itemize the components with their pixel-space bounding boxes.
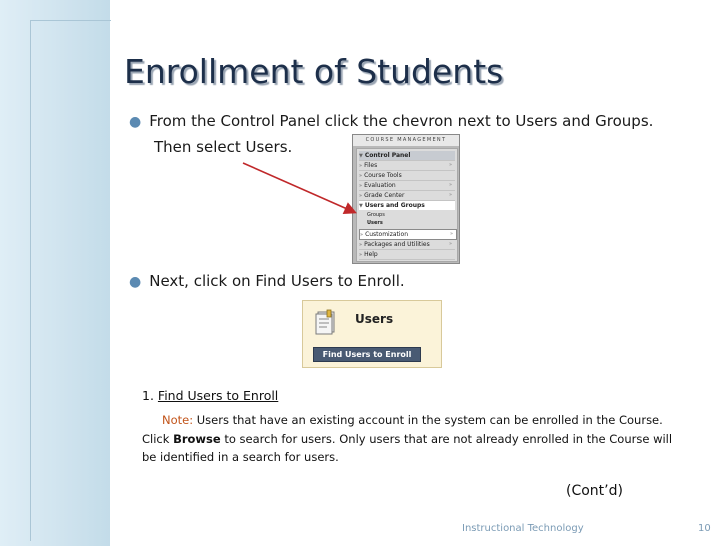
chevron-right-icon: » — [360, 232, 364, 238]
expand-chevron-icon[interactable]: » — [448, 162, 452, 168]
submenu-item-users[interactable]: Users — [367, 220, 383, 226]
bullet-2-text: Next, click on Find Users to Enroll. — [149, 272, 405, 290]
bullet-1-continuation: Then select Users. — [154, 138, 293, 156]
footer-org: Instructional Technology — [462, 523, 584, 534]
bullet-dot-icon: ● — [129, 114, 142, 130]
chevron-right-icon: » — [359, 163, 363, 169]
expand-chevron-icon[interactable]: » — [448, 182, 452, 188]
menu-item-help[interactable]: » Help — [359, 250, 455, 260]
chevron-down-icon: ▼ — [359, 203, 363, 209]
browse-instruction-cont: be identified in a search for users. — [142, 450, 339, 464]
slide-title: Enrollment of Students — [124, 52, 504, 91]
users-document-icon — [314, 309, 338, 335]
step-number: 1. — [142, 388, 154, 403]
chevron-right-icon: » — [359, 173, 363, 179]
menu-item-course-tools[interactable]: » Course Tools — [359, 171, 455, 181]
note-line — [162, 413, 663, 427]
browse-keyword: Browse — [173, 432, 221, 446]
menu-item-control-panel[interactable]: ▼ Control Panel — [359, 151, 455, 161]
continued-label: (Cont’d) — [566, 483, 623, 499]
bullet-dot-icon: ● — [129, 274, 142, 290]
chevron-right-icon: » — [359, 183, 363, 189]
expand-chevron-icon[interactable]: » — [448, 241, 452, 247]
course-management-header: COURSE MANAGEMENT — [353, 135, 459, 146]
find-users-to-enroll-button[interactable]: Find Users to Enroll — [313, 347, 421, 362]
menu-item-evaluation[interactable]: » Evaluation » — [359, 181, 455, 191]
menu-item-customization[interactable]: » Customization » — [359, 229, 457, 240]
note-label: Note: — [162, 413, 194, 427]
find-users-link[interactable]: Find Users to Enroll — [157, 388, 279, 403]
chevron-right-icon: » — [359, 242, 363, 248]
expand-chevron-icon[interactable]: » — [449, 231, 453, 237]
submenu-item-groups[interactable]: Groups — [367, 212, 385, 218]
bullet-2 — [129, 272, 405, 290]
users-title: Users — [355, 312, 394, 326]
chevron-right-icon: » — [359, 193, 363, 199]
expand-chevron-icon[interactable]: » — [448, 192, 452, 198]
page-number: 10 — [698, 523, 711, 534]
chevron-right-icon: » — [359, 252, 363, 258]
browse-instruction: Click Browse to search for users. Only users that are not already enrolled in the Course will — [142, 432, 673, 446]
menu-item-packages-utilities[interactable]: » Packages and Utilities » — [359, 240, 455, 250]
step-1 — [142, 388, 278, 403]
menu-item-users-and-groups[interactable]: ▼ Users and Groups — [359, 201, 455, 210]
bullet-1-text: From the Control Panel click the chevron next to Users and Groups. — [149, 112, 654, 130]
chevron-down-icon: ▼ — [359, 153, 363, 159]
users-panel — [302, 300, 442, 368]
menu-item-grade-center[interactable]: » Grade Center » — [359, 191, 455, 201]
note-text: Users that have an existing account in the system can be enrolled in the Course. — [196, 413, 663, 427]
menu-item-files[interactable]: » Files » — [359, 161, 455, 171]
